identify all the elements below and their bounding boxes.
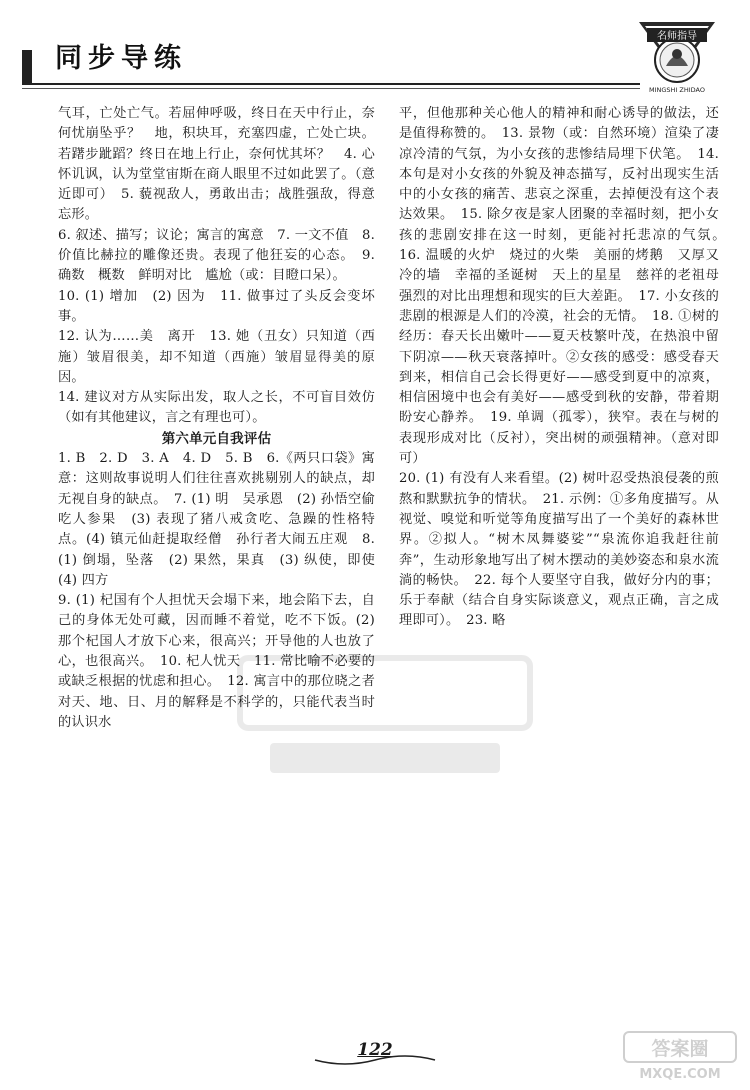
svg-text:MINGSHI ZHIDAO: MINGSHI ZHIDAO xyxy=(648,86,706,94)
corner-watermark-logo xyxy=(620,1028,740,1084)
answer-paragraph: 14. 建议对方从实际出发，取人之长，不可盲目效仿（如有其他建议，言之有理也可）。 xyxy=(58,390,375,426)
mingshi-badge-logo xyxy=(633,16,721,96)
header-rule-thin xyxy=(22,88,640,89)
page-title: 同步导练 xyxy=(55,43,187,74)
faint-watermark-logo xyxy=(230,648,540,788)
answer-paragraph: 平，但他那种关心他人的精神和耐心诱导的做法，还是值得称赞的。 13. 景物（或：自然环境）渲染了凄凉冷清的气氛，为小女孩的悲惨结局埋下伏笔。 14. 本句是对小女孩的外貌及神态描写，反衬出现实生活中的小女孩的痛苦、悲哀之深重，去掉便没有这个表达效果。 15. 除夕夜是家人团聚的幸福时刻，把小女孩的悲剧安排在这一时刻，更能衬托悲凉的气氛。 16. 温暖的火炉 烧过的火柴 美丽的烤鹅 又厚又冷的墙 幸福的圣诞树 天上的星星 慈祥的老祖母 强烈的对比出理想和现实的巨大差距。 17. 小女孩的悲剧的根源是人们的冷漠，社会的无情。 18. ①树的经历：春天长出嫩叶——夏天枝繁叶茂，在热浪中留下阴凉——秋天衰落掉叶。②女孩的感受：感受春天到来，相信自己会长得更好——感受到夏中的凉爽，相信困境中也会有美好——感受到秋的安静，带着期盼安心静养。 19. 单调（孤零），狭窄。表在与树的表现形成对比（反衬），突出树的顽强精神。（意对即可） xyxy=(399,106,733,467)
answer-paragraph: 20. (1) 有没有人来看望。(2) 树叶忍受热浪侵袭的煎熬和默默抗争的情状。 21. 示例：①多角度描写。从视觉、嗅觉和听觉等角度描写出了一个美好的森林世界。②拟人。“树木凤舞婆娑”“泉流你追我赶往前奔”，生动形象地写出了树木摆动的美妙姿态和泉水流淌的畅快。 22. 每个人要坚守自我，做好分内的事；乐于奉献（结合自身实际谈意义，观点正确，言之成理即可）。 23. 略 xyxy=(399,471,719,629)
svg-text:名师指导: 名师指导 xyxy=(657,31,697,42)
page-number-ornament xyxy=(310,1052,440,1068)
answer-paragraph: 9. (1) 杞国有个人担忧天会塌下来，地会陷下去，自己的身体无处可藏，因而睡不着觉，吃不下饭。(2) 那个杞国人才放下心来，很高兴；开导他的人也放了心，也很高兴。 10. 杞人忧天 11. 常比喻不必要的或缺乏根据的忧虑和担心。 12. 寓言中的那位晓之者对天、地、日、月的解释是不科学的，只能代表当时的认识水 xyxy=(58,593,380,730)
answer-column-left xyxy=(58,104,389,733)
section-heading: 第六单元自我评估 xyxy=(161,430,272,447)
page-number: 122 xyxy=(357,1040,393,1060)
answer-paragraph: 12. 认为……美 离开 13. 她（丑女）只知道（西施）皱眉很美，却不知道（西施）皱眉显得美的原因。 xyxy=(58,329,375,385)
answer-paragraph: 1. B 2. D 3. A 4. D 5. B 6.《两只口袋》寓意：这则故事说明人们往往喜欢挑剔别人的缺点，却无视自身的缺点。 7. (1) 明 吴承恩 (2) 孙悟空偷吃人参果 (3) 表现了猪八戒贪吃、急躁的性格特点。(4) 镇元仙赶提取经僧 孙行者大闹五庄观 8. (1) 倒塌，坠落 (2) 果然，果真 (3) 纵使，即使 (4) 四方 xyxy=(58,451,389,588)
page-header xyxy=(0,0,750,105)
answer-paragraph: 10. (1) 增加 (2) 因为 11. 做事过了头反会变坏事。 xyxy=(58,288,375,324)
svg-text:答案圈: 答案圈 xyxy=(651,1038,709,1060)
answer-paragraph: 气耳，亡处亡气。若屈伸呼吸，终日在天中行止，奈何忧崩坠乎？ 地，积块耳，充塞四虚，亡处亡块。若躇步跐蹈？终日在地上行止，奈何忧其坏？ 4. 心怀讥讽，认为堂堂宙斯在商人眼里不过如此罢了。（意近即可） 5. 藐视敌人，勇敢出击；战胜强敌，得意忘形。 xyxy=(58,106,375,223)
answer-paragraph: 6. 叙述、描写；议论；寓言的寓意 7. 一文不值 8. 价值比赫拉的雕像还贵。表现了他狂妄的心态。 9. 确数 概数 鲜明对比 尴尬（或：目瞪口呆）。 xyxy=(58,227,380,284)
svg-text:MXQE.COM: MXQE.COM xyxy=(639,1067,721,1082)
header-rule xyxy=(22,83,640,85)
header-bar-decoration xyxy=(22,50,32,84)
answer-column-right xyxy=(399,104,733,632)
